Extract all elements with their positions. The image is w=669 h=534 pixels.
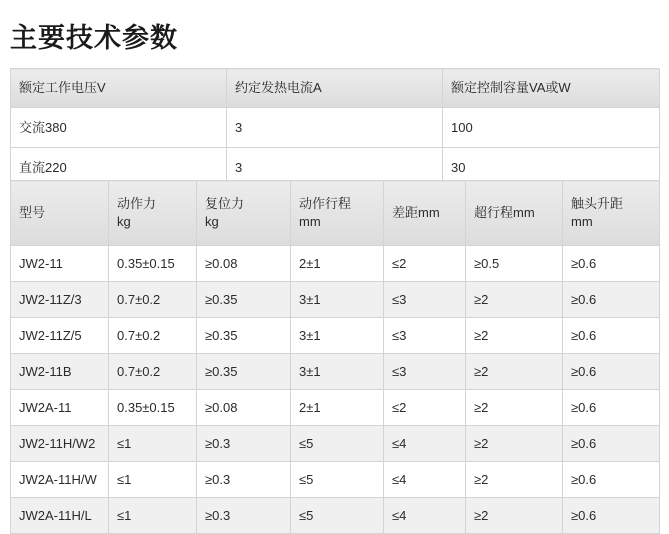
table-cell: ≥0.3 (197, 426, 291, 462)
table-cell: 0.35±0.15 (109, 246, 197, 282)
header-line-1: 触头升距 (571, 196, 624, 212)
header-line-2: mm (571, 214, 593, 229)
specifications-table (10, 68, 660, 188)
table-cell: ≥2 (466, 318, 563, 354)
header-line-1: 复位力 (205, 196, 245, 212)
page-title: 主要技术参数 (10, 23, 178, 53)
header-line-2: kg (117, 214, 131, 229)
table-row (11, 426, 660, 462)
table-cell: ≥0.6 (563, 282, 660, 318)
table-header-cell-differential (384, 181, 466, 246)
table-cell: 3±1 (291, 354, 384, 390)
table-cell: ≥0.35 (197, 282, 291, 318)
table-cell: ≤5 (291, 426, 384, 462)
table-cell: ≤3 (384, 318, 466, 354)
table-cell: JW2-11Z/5 (11, 318, 109, 354)
table-row (11, 318, 660, 354)
table-header-cell: 额定控制容量VA或W (443, 69, 660, 108)
table-cell: 0.7±0.2 (109, 318, 197, 354)
table-row (11, 354, 660, 390)
table-cell: 0.7±0.2 (109, 282, 197, 318)
table-cell: ≤1 (109, 426, 197, 462)
table-row (11, 282, 660, 318)
table-header-cell-overtravel (466, 181, 563, 246)
table-cell: ≥2 (466, 354, 563, 390)
header-line-1: 差距mm (392, 205, 440, 221)
table-header-cell-actuation-force (109, 181, 197, 246)
header-line-1: 超行程mm (474, 205, 535, 221)
table-cell: ≤1 (109, 498, 197, 534)
table-cell: ≥0.3 (197, 498, 291, 534)
table-cell: 3 (227, 148, 443, 188)
table-row (11, 498, 660, 534)
table-cell: ≥2 (466, 426, 563, 462)
table-cell: ≥2 (466, 462, 563, 498)
table-cell: 30 (443, 148, 660, 188)
table-cell: ≥0.35 (197, 354, 291, 390)
header-line-1: 动作行程 (299, 196, 352, 212)
header-line-1: 动作力 (117, 196, 157, 212)
table-row (11, 390, 660, 426)
table-cell: 0.7±0.2 (109, 354, 197, 390)
table-row (11, 246, 660, 282)
table-cell: ≤2 (384, 390, 466, 426)
table-cell: ≥2 (466, 498, 563, 534)
table-cell: ≤2 (384, 246, 466, 282)
table-cell: ≥0.08 (197, 246, 291, 282)
table-cell: JW2-11 (11, 246, 109, 282)
table-cell: ≤3 (384, 354, 466, 390)
table-header-row (11, 181, 660, 246)
table-cell: ≤4 (384, 426, 466, 462)
table-cell: 100 (443, 108, 660, 148)
table-cell: JW2-11H/W2 (11, 426, 109, 462)
table-cell: 0.35±0.15 (109, 390, 197, 426)
table-cell: ≥2 (466, 390, 563, 426)
table-cell: ≥0.35 (197, 318, 291, 354)
table-cell: 2±1 (291, 246, 384, 282)
table-cell: ≥0.5 (466, 246, 563, 282)
table-cell: 交流380 (11, 108, 227, 148)
table-cell: ≤4 (384, 498, 466, 534)
table-cell: JW2A-11 (11, 390, 109, 426)
table-cell: ≥0.6 (563, 462, 660, 498)
table-header-cell-contact-lift (563, 181, 660, 246)
table-cell: ≤3 (384, 282, 466, 318)
table-header-cell-actuation-travel (291, 181, 384, 246)
table-cell: ≥0.6 (563, 498, 660, 534)
table-header-cell: 额定工作电压V (11, 69, 227, 108)
table-cell: JW2A-11H/W (11, 462, 109, 498)
table-header-row (11, 69, 660, 108)
table-cell: 3 (227, 108, 443, 148)
table-cell: ≥0.3 (197, 462, 291, 498)
table-cell: 3±1 (291, 318, 384, 354)
table-header-cell-reset-force (197, 181, 291, 246)
table-cell: JW2A-11H/L (11, 498, 109, 534)
table-cell: JW2-11B (11, 354, 109, 390)
table-cell: ≥0.08 (197, 390, 291, 426)
table-cell: ≥0.6 (563, 246, 660, 282)
header-line-1: 型号 (19, 205, 46, 221)
table-cell: 直流220 (11, 148, 227, 188)
table-row (11, 108, 660, 148)
table-cell: ≤5 (291, 462, 384, 498)
table-cell: ≥0.6 (563, 354, 660, 390)
table-cell: ≥0.6 (563, 390, 660, 426)
table-cell: 3±1 (291, 282, 384, 318)
table-header-cell: 约定发热电流A (227, 69, 443, 108)
header-line-2: kg (205, 214, 219, 229)
table-cell: ≤4 (384, 462, 466, 498)
table-cell: JW2-11Z/3 (11, 282, 109, 318)
table-cell: ≥0.6 (563, 318, 660, 354)
header-line-2: mm (299, 214, 321, 229)
table-cell: ≤5 (291, 498, 384, 534)
table-cell: ≥0.6 (563, 426, 660, 462)
table-cell: 2±1 (291, 390, 384, 426)
table-row (11, 462, 660, 498)
table-cell: ≥2 (466, 282, 563, 318)
table-cell: ≤1 (109, 462, 197, 498)
table-header-cell-model (11, 181, 109, 246)
model-parameters-table (10, 180, 660, 534)
